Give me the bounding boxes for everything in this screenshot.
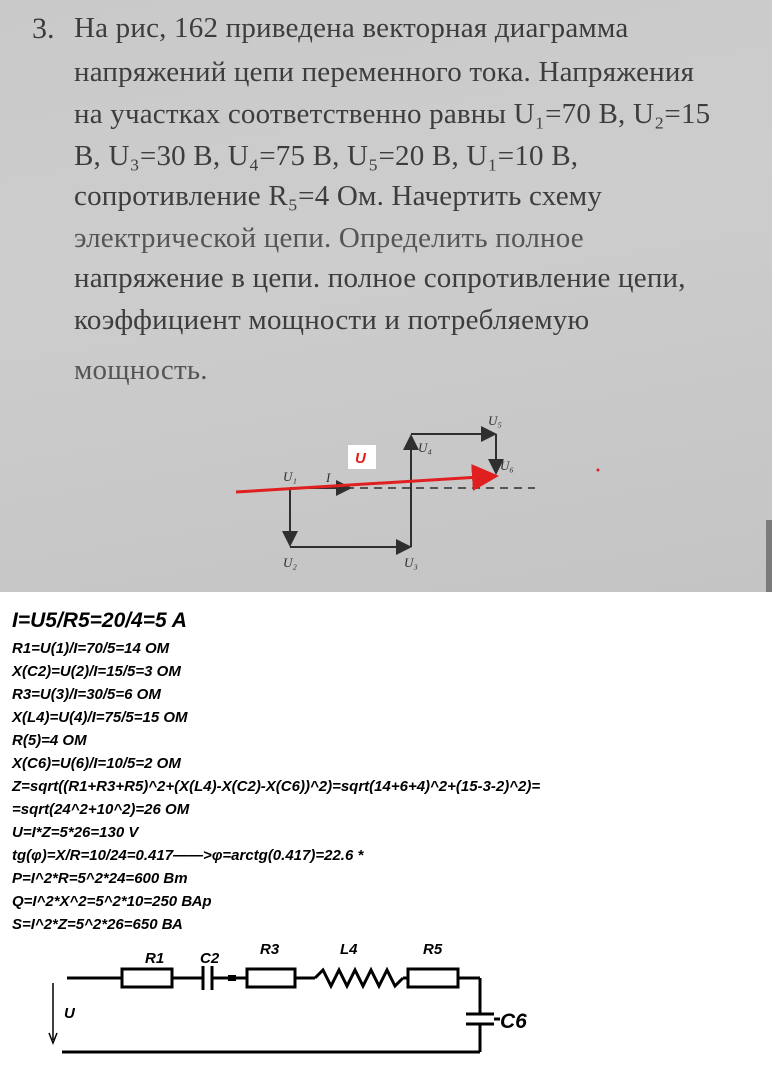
problem-line-4: В, U₃=30 В, U₄=75 В, U₅=20 В, U₁=10 В, bbox=[74, 140, 579, 172]
label-u: U bbox=[64, 1005, 75, 1022]
red-dot bbox=[597, 469, 600, 472]
u1-label: U₁ bbox=[283, 469, 297, 484]
vector-diagram bbox=[0, 395, 772, 592]
u3-label: U₃ bbox=[404, 555, 418, 570]
u-total-label: U bbox=[355, 450, 366, 467]
label-r5: R5 bbox=[423, 941, 443, 958]
problem-line-3: на участках соответственно равны U₁=70 В, U₂=15 bbox=[74, 98, 711, 130]
label-c6: C6 bbox=[500, 1010, 527, 1033]
resistor-r5 bbox=[408, 969, 458, 987]
u4-label: U₄ bbox=[418, 440, 432, 455]
problem-line-6: электрической цепи. Определить полное bbox=[74, 222, 584, 254]
resistor-r3 bbox=[247, 969, 295, 987]
i-label: I bbox=[326, 470, 331, 485]
label-r1: R1 bbox=[145, 950, 165, 967]
problem-line-1: На рис, 162 приведена векторная диаграмма bbox=[74, 12, 629, 44]
solution-line-2: X(C2)=U(2)/I=15/5=3 OM bbox=[12, 663, 181, 680]
solution-line-11: P=I^2*R=5^2*24=600 Вт bbox=[12, 870, 188, 887]
u5-label: U₅ bbox=[488, 413, 502, 428]
u2-label: U₂ bbox=[283, 555, 297, 570]
problem-line-7: напряжение в цепи. полное сопротивление цепи, bbox=[74, 262, 686, 294]
u-total-vector bbox=[236, 476, 496, 492]
inductor-l4 bbox=[315, 970, 403, 986]
photo-shadow-edge bbox=[766, 520, 772, 592]
solution-line-4: X(L4)=U(4)/I=75/5=15 OM bbox=[12, 709, 188, 726]
label-r3: R3 bbox=[260, 941, 280, 958]
solution-line-8: =sqrt(24^2+10^2)=26 OM bbox=[12, 801, 190, 818]
solution-line-13: S=I^2*Z=5^2*26=650 ВА bbox=[12, 916, 183, 933]
solution-line-12: Q=I^2*X^2=5^2*10=250 ВАр bbox=[12, 893, 212, 910]
label-c2: C2 bbox=[200, 950, 220, 967]
problem-line-8: коэффициент мощности и потребляемую bbox=[74, 304, 590, 336]
label-l4: L4 bbox=[340, 941, 358, 958]
solution-line-3: R3=U(3)/I=30/5=6 OM bbox=[12, 686, 161, 703]
solution-line-6: X(C6)=U(6)/I=10/5=2 OM bbox=[12, 755, 181, 772]
solution-line-5: R(5)=4 OM bbox=[12, 732, 87, 749]
solution-current: I=U5/R5=20/4=5 A bbox=[12, 609, 187, 632]
c2-lead-mark bbox=[228, 975, 236, 981]
problem-line-2: напряжений цепи переменного тока. Напряжения bbox=[74, 56, 695, 88]
resistor-r1 bbox=[122, 969, 172, 987]
solution-line-10: tg(φ)=X/R=10/24=0.417——>φ=arctg(0.417)=22.6 * bbox=[12, 847, 364, 864]
problem-line-9: мощность. bbox=[74, 354, 208, 386]
solution-line-9: U=I*Z=5*26=130 V bbox=[12, 824, 139, 841]
problem-line-5: сопротивление R₅=4 Ом. Начертить схему bbox=[74, 180, 603, 212]
solution-line-1: R1=U(1)/I=70/5=14 OM bbox=[12, 640, 170, 657]
solution-line-7: Z=sqrt((R1+R3+R5)^2+(X(L4)-X(C2)-X(C6))^2)=sqrt(14+6+4)^2+(15-3-2)^2)= bbox=[12, 778, 541, 795]
circuit-diagram bbox=[0, 940, 772, 1090]
problem-number: 3. bbox=[32, 12, 55, 45]
u6-label: U₆ bbox=[500, 458, 514, 473]
